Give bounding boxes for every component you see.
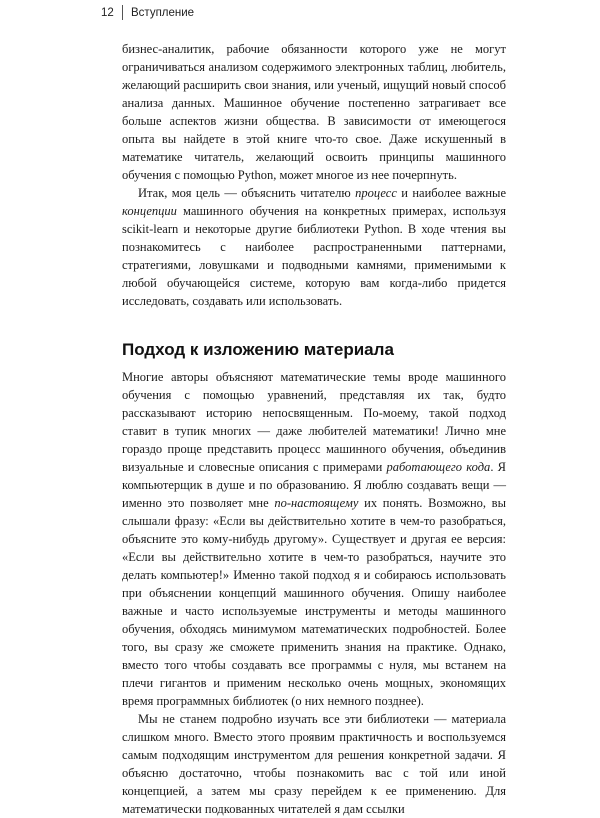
emphasis-process: процесс [355, 186, 397, 200]
running-head: Вступление [131, 7, 195, 19]
page-header [0, 0, 600, 24]
page-number: 12 [101, 7, 114, 19]
paragraph-approach-text-b: . Я компьютерщик в душе и по образованию. Я люблю создавать вещи — именно это позволяет мне [122, 460, 506, 510]
paragraph-approach [122, 368, 506, 710]
emphasis-concepts: концепции [122, 204, 177, 218]
emphasis-really: по-настоящему [274, 496, 359, 510]
paragraph-goal-text-c: машинного обучения на конкретных примерах, используя scikit-learn и некоторые другие библиотеки Python. В ходе чтения вы познакомитесь с наиболее распространенными паттернами, стратегиями, ловушками и подводными камнями, применимыми к любой обучающейся системе, которую вам когда-либо придется исследовать, создавать или использовать. [122, 204, 506, 308]
paragraph-approach-text-a: Многие авторы объясняют математические темы вроде машинного обучения с помощью уравнений, представляя их так, будто рассказывают историю непосвященным. По-моему, такой подход ставит в тупик многих — даже любителей математики! Лично мне гораздо проще представить процесс машинного обучения, объединив визуальные и словесные описания с примерами [122, 370, 506, 474]
emphasis-working-code: работающего кода [386, 460, 491, 474]
paragraph-intro-continued: бизнес-аналитик, рабочие обязанности которого уже не могут ограничиваться анализом содержимого электронных таблиц, любитель, желающий расширить свои знания, или ученый, ищущий новый способ анализа данных. Машинное обучение постепенно затрагивает все больше аспектов жизни общества. В зависимости от имеющегося опыта вы найдете в этой книге что-то свое. Даже искушенный в математике читатель, желающий освоить принципы машинного обучения с помощью Python, может многое из нее почерпнуть. [122, 42, 506, 182]
paragraph-goal-text-b: и наиболее важные [396, 186, 506, 200]
header-divider [122, 5, 123, 20]
paragraph-goal-text-a: Итак, моя цель — объяснить читателю [138, 186, 356, 200]
page-body [122, 40, 506, 818]
paragraph-libraries: Мы не станем подробно изучать все эти библиотеки — материала слишком много. Вместо этого проявим практичность и воспользуемся самым подходящим инструментом для решения конкретной задачи. Я объясню достаточно, чтобы познакомить вас с той или иной концепцией, а затем мы сразу перейдем к ее применению. Для математически подкованных читателей я дам ссылки [122, 712, 506, 816]
paragraph-goal [122, 184, 506, 310]
section-heading: Подход к изложению материала [122, 340, 394, 359]
paragraph-approach-text-c: их понять. Возможно, вы слышали фразу: «Если вы действительно хотите в чем-то разобраться, объясните это кому-нибудь другому». Существует и другая ее версия: «Если вы действительно хотите в чем-то разобраться, научите это делать компьютер!» Именно такой подход я и собираюсь использовать при объяснении концепций машинного обучения. Опишу наиболее важные и часто используемые инструменты и методы машинного обучения, обходясь минимумом математических подробностей. Более того, вы сразу же сможете применить знания на практике. Однако, вместо того чтобы создавать все программы с нуля, мы встанем на плечи гигантов и применим несколько очень мощных, экономящих время программных библиотек (о них немного позднее). [122, 496, 506, 708]
